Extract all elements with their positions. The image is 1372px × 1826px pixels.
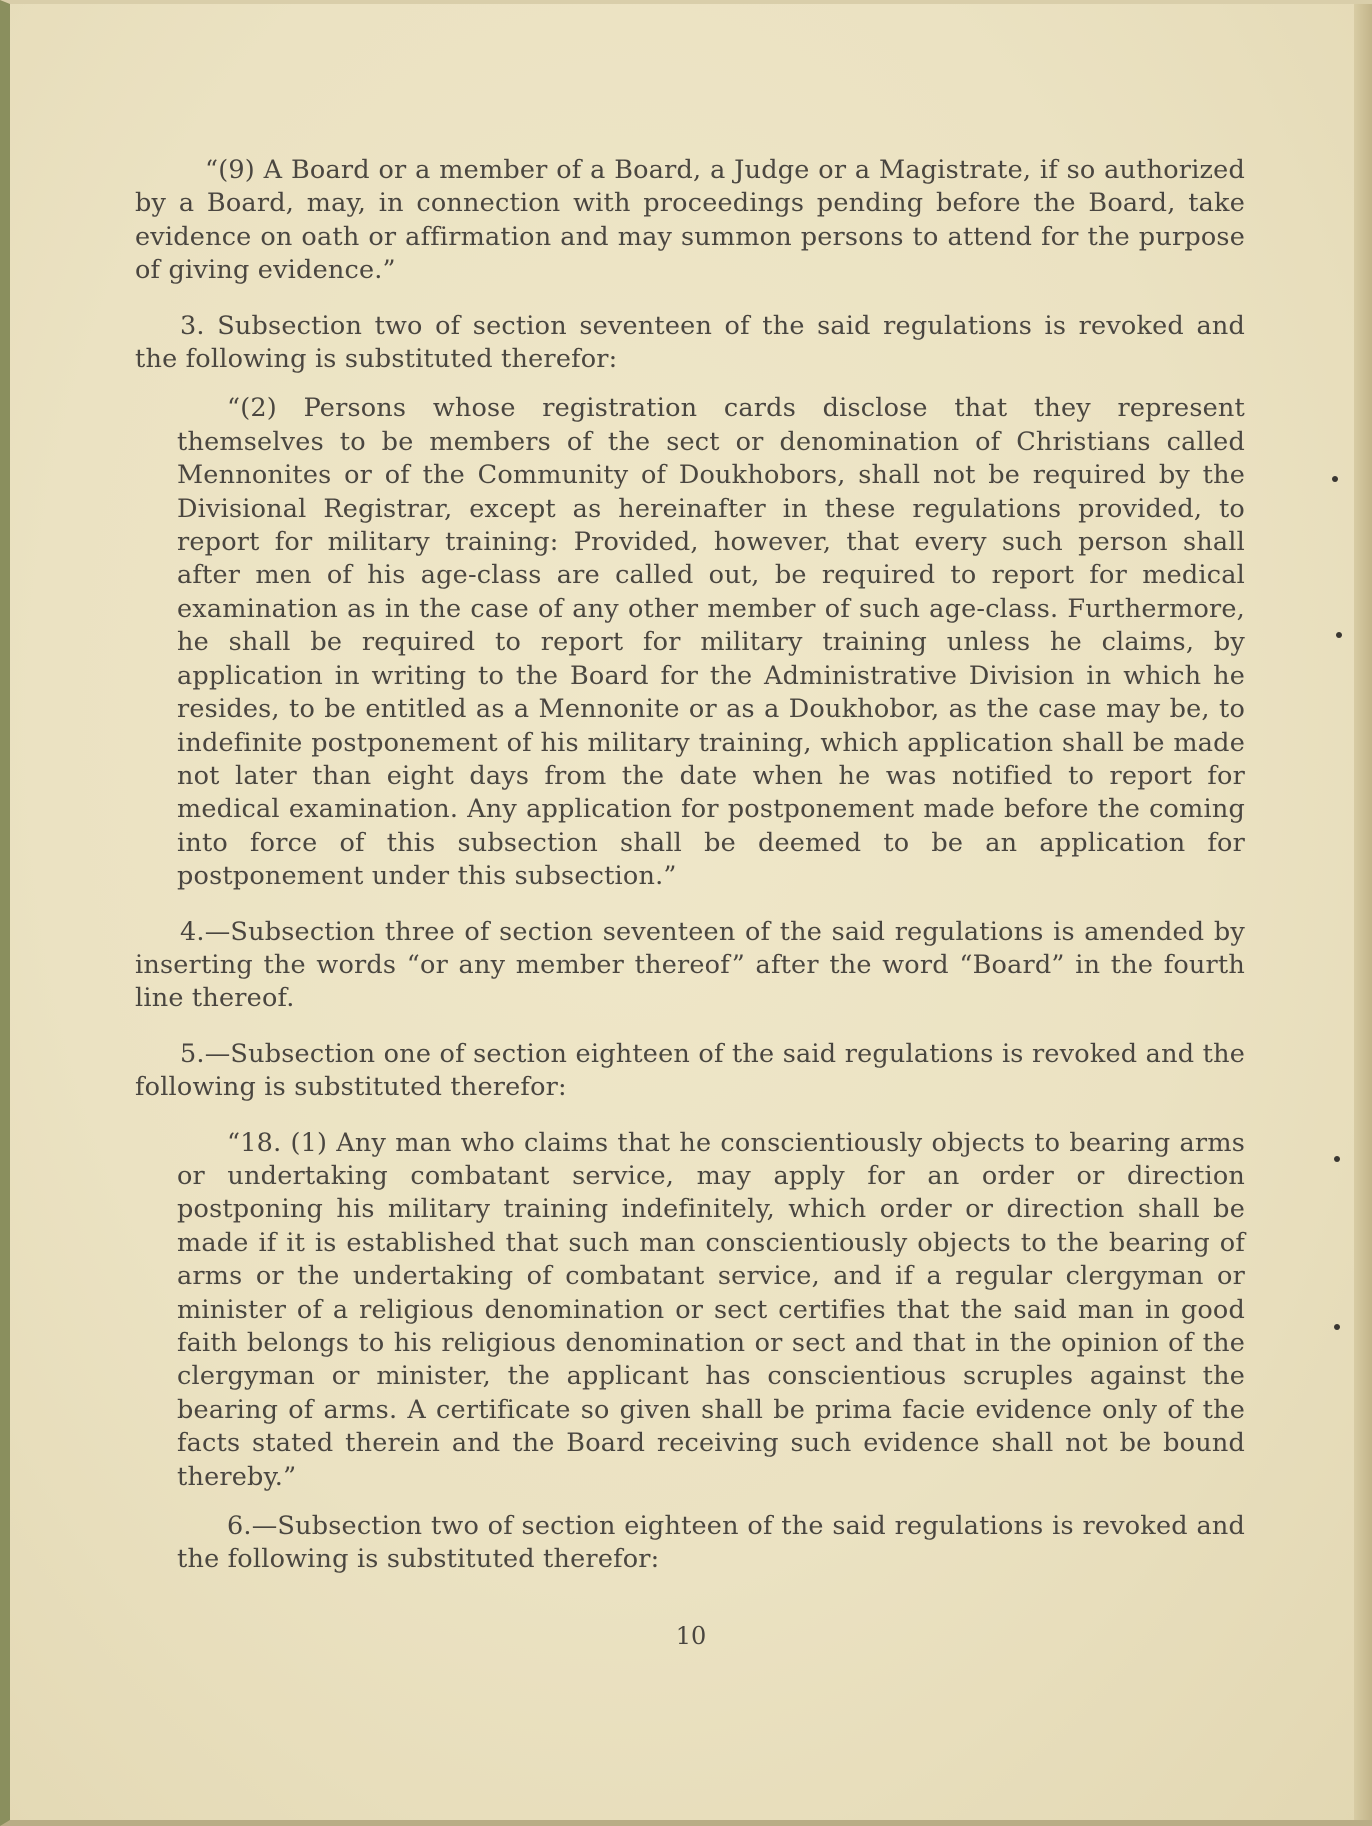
page-spine-edge — [1354, 4, 1372, 1820]
ink-speck — [1336, 632, 1342, 638]
paragraph-subsection-9: “(9) A Board or a member of a Board, a Judge or a Magistrate, if so authorized by a Board, may, in connection with proceedings pending before the Board, take evidence on oath or affirmation and may summon persons to attend for the purpose of giving evidence.” — [135, 155, 1245, 286]
paragraph-section-5: 5.—Subsection one of section eighteen of the said regulations is revoked and the following is substituted therefor: — [135, 1038, 1245, 1103]
paragraph-section-18-1-quote: “18. (1) Any man who claims that he conscientiously objects to bearing arms or undertaking combatant service, may apply for an order or direction postponing his military training indefinitely, which order or direction shall be made if it is established that such man conscientiously objects to the bearing of arms or the undertaking of combatant service, and if a regular clergyman or minister of a religious denomination or sect certifies that the said man in good faith belongs to his religious denomination or sect and that in the opinion of the clergyman or minister, the applicant has conscientious scruples against the bearing of arms. A certificate so given shall be prima facie evidence only of the facts stated therein and the Board receiving such evidence shall not be bound thereby.” — [177, 1127, 1245, 1492]
paragraph-section-3: 3. Subsection two of section seventeen of the said regulations is revoked and the following is substituted therefor: — [135, 310, 1245, 375]
ink-speck — [1334, 1324, 1340, 1330]
ink-speck — [1334, 1156, 1340, 1162]
ink-speck — [1332, 476, 1338, 482]
paragraph-section-6: 6.—Subsection two of section eighteen of the said regulations is revoked and the following is substituted therefor: — [177, 1511, 1245, 1575]
paragraph-section-4: 4.—Subsection three of section seventeen of the said regulations is amended by inserting the words “or any member thereof” after the word “Board” in the fourth line thereof. — [135, 916, 1245, 1014]
paragraph-subsection-2-quote: “(2) Persons whose registration cards disclose that they represent themselves to be members of the sect or denomination of Christians called Mennonites or of the Community of Doukhobors, shall not be required by the Divisional Registrar, except as hereinafter in these regulations provided, to report for military training: Provided, however, that every such person shall after men of his age-class are called out, be required to report for medical examination as in the case of any other member of such age-class. Furthermore, he shall be required to report for military training unless he claims, by application in writing to the Board for the Administrative Division in which he resides, to be entitled as a Mennonite or as a Doukhobor, as the case may be, to indefinite postponement of his military training, which application shall be made not later than eight days from the date when he was notified to report for medical examination. Any application for postponement made before the coming into force of this subsection shall be deemed to be an application for postponement under this subsection.” — [177, 393, 1245, 892]
document-body — [135, 154, 1245, 1577]
page-number: 10 — [675, 1622, 707, 1650]
